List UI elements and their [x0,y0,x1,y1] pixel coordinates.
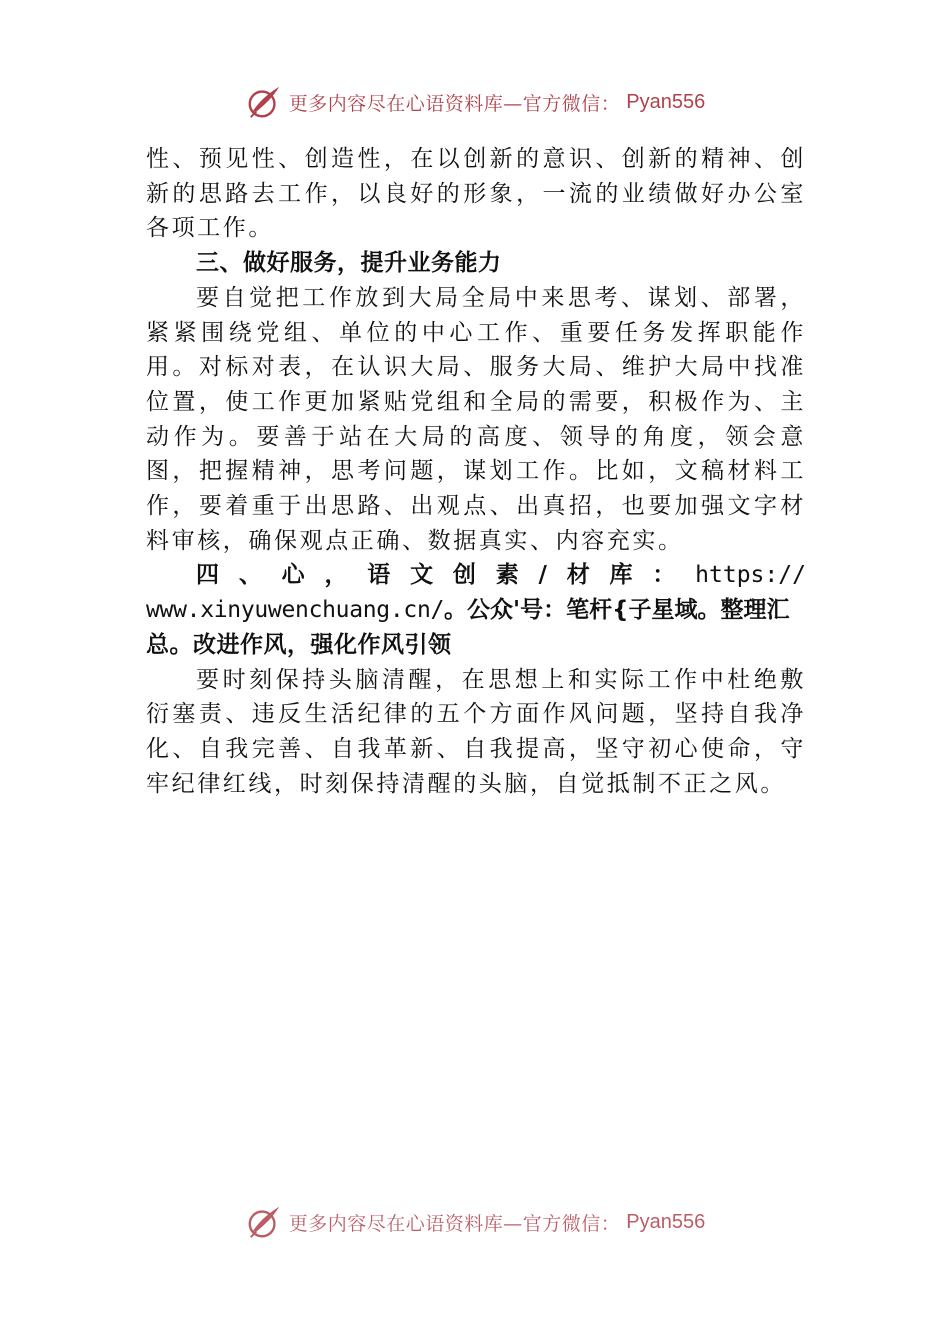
heading-4-char: 文 [410,562,434,589]
heading-4-char: ， [324,562,348,589]
quill-logo-icon [245,83,283,121]
heading-4-char: 创 [452,562,476,589]
watermark-text: 更多内容尽在心语资料库—官方微信： [288,92,621,115]
section-heading-4-line2 [146,593,806,628]
watermark-text: 更多内容尽在心语资料库—官方微信： [288,1212,621,1235]
heading-4-url-start: https:// [695,562,806,589]
heading-4-char: 、 [238,562,262,589]
watermark-wechat-id: Pyan556 [626,1210,706,1233]
section-heading-4-line3: 总。改进作风，强化作风引领 [146,631,452,658]
heading-4-char: 素 [495,562,519,589]
heading-4-char: / [538,562,547,589]
paragraph-4: 要时刻保持头脑清醒，在思想上和实际工作中杜绝敷衍塞责、违反生活纪律的五个方面作风问题，坚持自我净化、自我完善、自我革新、自我提高，坚守初心使命，守牢纪律红线，时刻保持清醒的头脑，自觉抵制不正之风。 [146,666,806,797]
heading-4-char: 语 [367,562,391,589]
heading-4-char: 心 [281,562,305,589]
header-watermark [0,80,950,124]
document-body [146,142,806,801]
heading-4-char: 四 [196,562,219,589]
heading-4-char: ： [652,562,676,589]
heading-4-line2-text: 。公众'号：笔杆{子星域。整理汇 [444,597,790,624]
section-heading-3: 三、做好服务，提升业务能力 [196,250,502,277]
paragraph-3: 要自觉把工作放到大局全局中来思考、谋划、部署，紧紧围绕党组、单位的中心工作、重要任务发挥职能作用。对标对表，在认识大局、服务大局、维护大局中找准位置，使工作更加紧贴党组和全局的需要，积极作为、主动作为。要善于站在大局的高度、领导的角度，领会意图，把握精神，思考问题，谋划工作。比如，文稿材料工作，要着重于出思路、出观点、出真招，也要加强文字材料审核，确保观点正确、数据真实、内容充实。 [146,284,806,554]
heading-4-char: 库 [609,562,633,589]
quill-logo-icon [245,1203,283,1241]
paragraph-continued: 性、预见性、创造性，在以创新的意识、创新的精神、创新的思路去工作，以良好的形象，一流的业绩做好办公室各项工作。 [146,146,806,242]
heading-4-url: www.xinyuwenchuang.cn/ [146,597,445,624]
section-heading-4-line1 [146,558,806,593]
watermark-wechat-id: Pyan556 [626,90,706,113]
footer-watermark [0,1200,950,1244]
heading-4-char: 材 [566,562,590,589]
